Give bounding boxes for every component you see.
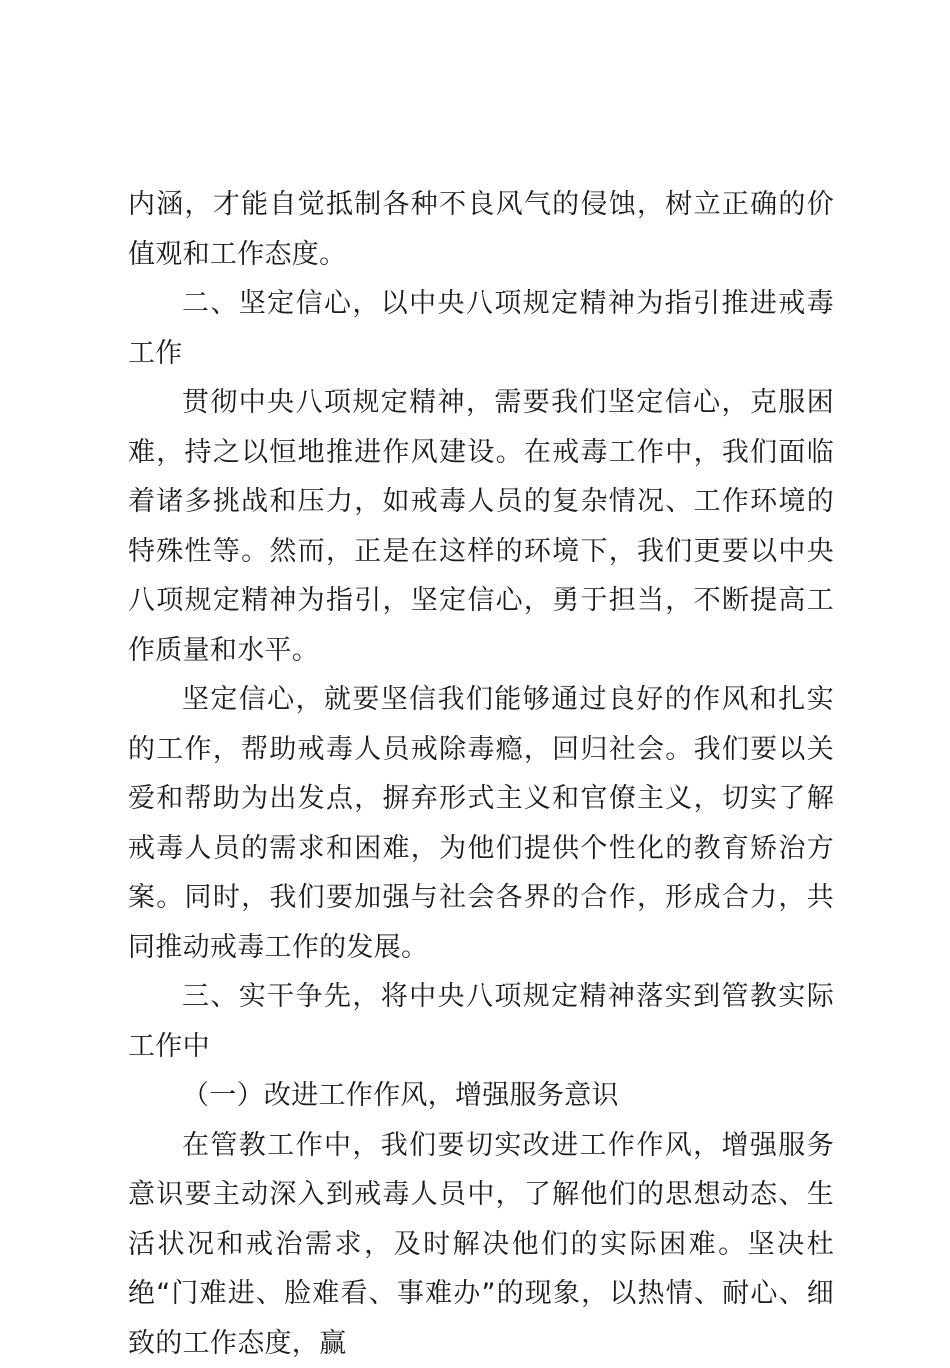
paragraph: 贯彻中央八项规定精神，需要我们坚定信心，克服困难，持之以恒地推进作风建设。在戒毒工作中，我们面临着诸多挑战和压力，如戒毒人员的复杂情况、工作环境的特殊性等。然而，正是在这样的环境下，我们更要以中央八项规定精神为指引，坚定信心，勇于担当，不断提高工作质量和水平。 (128, 378, 834, 675)
subsection-heading-1: （一）改进工作作风，增强服务意识 (128, 1071, 834, 1121)
paragraph: 在管教工作中，我们要切实改进工作作风，增强服务意识要主动深入到戒毒人员中，了解他们的思想动态、生活状况和戒治需求，及时解决他们的实际困难。坚决杜绝“门难进、脸难看、事难办”的现象，以热情、耐心、细致的工作态度，赢 (128, 1121, 834, 1368)
paragraph: 坚定信心，就要坚信我们能够通过良好的作风和扎实的工作，帮助戒毒人员戒除毒瘾，回归社会。我们要以关爱和帮助为出发点，摒弃形式主义和官僚主义，切实了解戒毒人员的需求和困难，为他们提供个性化的教育矫治方案。同时，我们要加强与社会各界的合作，形成合力，共同推动戒毒工作的发展。 (128, 675, 834, 972)
paragraph-continuation: 内涵，才能自觉抵制各种不良风气的侵蚀，树立正确的价值观和工作态度。 (128, 180, 834, 279)
section-heading-2: 二、坚定信心，以中央八项规定精神为指引推进戒毒工作 (128, 279, 834, 378)
body-text (128, 180, 834, 1368)
section-heading-3: 三、实干争先，将中央八项规定精神落实到管教实际工作中 (128, 972, 834, 1071)
